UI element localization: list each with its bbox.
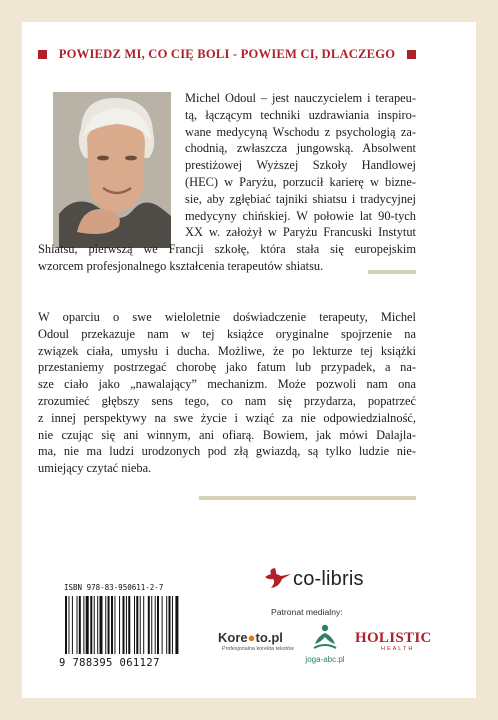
korekto-logo: [218, 630, 308, 660]
barcode-bar: [65, 596, 67, 654]
barcode-bar: [77, 596, 78, 654]
barcode-bar: [134, 596, 135, 654]
bio-line: Shiatsu, pierwszą we Francji szkołę, która stała się europejskim: [38, 242, 416, 257]
barcode-bar: [151, 596, 152, 654]
paragraph-line: umiejący czytać nieba.: [38, 461, 152, 476]
bio-line: sie, aby zgłębiać tajniki shiatsu i tradycyjnej: [185, 191, 416, 206]
korekto-name-end: to.pl: [255, 630, 283, 645]
bio-divider: [368, 270, 416, 274]
holistic-name: HOLISTIC: [355, 630, 432, 646]
header-square-right: [407, 50, 416, 59]
paragraph-line: W oparciu o swe wieloletnie doświadczenie terapeuty, Michel: [38, 310, 416, 324]
header-square-left: [38, 50, 47, 59]
barcode-bar: [79, 596, 81, 654]
publisher-name: co-libris: [293, 567, 364, 590]
barcode-bar: [162, 596, 163, 654]
paragraph-line: związek ciała, umysłu i ducha. Możliwe, że po lekturze tej książki: [38, 343, 416, 358]
barcode-bar: [72, 596, 73, 654]
bio-line: Michel Odoul – jest nauczycielem i terapeu-: [185, 91, 416, 105]
barcode-bar: [166, 596, 167, 654]
bio-line: tą, łączącym techniki uzdrawiania inspiro-: [185, 107, 416, 122]
lotus-icon: [310, 622, 340, 652]
barcode-bar: [128, 596, 130, 654]
barcode-digits: 9 788395 061127: [59, 657, 160, 669]
bio-line: chodnią, zwłaszcza jungowską. Absolwent: [185, 141, 416, 156]
paragraph-divider: [199, 496, 416, 500]
bio-line: medycyny chińskiej. W połowie lat 90-tych: [185, 208, 416, 223]
isbn-label: ISBN 978-83-950611-2-7: [64, 583, 164, 592]
barcode-bar: [108, 596, 110, 654]
paragraph-line: nie czując się ani winnym, ani ofiarą. Bowiem, jak mówi Dalajla-: [38, 427, 416, 442]
holistic-tagline: HEALTH: [381, 646, 415, 652]
paragraph-line: zrozumieć głębszy sens tego, co nam się przydarza, popatrzeć: [38, 393, 416, 408]
korekto-name: [218, 630, 308, 645]
paragraph-line: z innej perspektywy na swe życie i wziąć za nie odpowiedzialność,: [38, 410, 416, 425]
korekto-tagline: Profesjonalna korekta tekstów: [222, 646, 294, 652]
joga-name: joga-abc.pl: [305, 655, 345, 664]
barcode-bar: [143, 596, 144, 654]
barcode-bar: [90, 596, 92, 654]
holistic-logo: [355, 630, 432, 658]
publisher-logo: [263, 566, 413, 592]
barcode-bar: [97, 596, 98, 654]
barcode-bar: [114, 596, 115, 654]
barcode-bar: [119, 596, 120, 654]
paragraph-line: sze ciało jako „nawalający” mechanizm. Może pozwoli nam ona: [38, 377, 416, 392]
paragraph-line: Odoul przekazuje nam w tej książce oryginalne spojrzenie na: [38, 326, 416, 341]
bio-line: wane medycyną Wschodu z psychologią za-: [185, 124, 416, 139]
bio-line: prestiżowej Wyższej Szkoły Handlowej: [185, 158, 416, 173]
barcode-bar: [94, 596, 95, 654]
joga-logo: [300, 622, 350, 666]
barcode-bar: [68, 596, 69, 654]
barcode-bar: [105, 596, 106, 654]
barcode-bar: [83, 596, 84, 654]
korekto-name-start: Kore: [218, 630, 248, 645]
barcode-bar: [157, 596, 159, 654]
description-paragraph: [38, 309, 416, 477]
patronage-label: Patronat medialny:: [271, 607, 343, 617]
paragraph-line: ma, nie ma ludzi urodzonych pod złą gwiazdą, są tylko ludzie nie-: [38, 444, 416, 459]
barcode-bar: [148, 596, 150, 654]
barcode-bar: [175, 596, 178, 654]
paragraph-line: przestaniemy postrzegać chorobę jako fatum lub przypadek, a na-: [38, 360, 416, 375]
header-title: POWIEDZ MI, CO CIĘ BOLI - POWIEM CI, DLACZEGO: [58, 46, 396, 61]
bio-line: (HEC) w Paryżu, porzucił karierę w bizne-: [185, 174, 416, 189]
barcode-bar: [86, 596, 89, 654]
barcode-bar: [155, 596, 156, 654]
bio-line: XX w. założył w Paryżu Francuski Instytut: [185, 225, 416, 240]
barcode-bar: [169, 596, 171, 654]
korekto-o-icon: ●: [247, 630, 256, 645]
author-bio: [38, 90, 416, 275]
barcode-bar: [126, 596, 127, 654]
barcode-bar: [111, 596, 113, 654]
bio-line: wzorcem profesjonalnego kształcenia terapeutów shiatsu.: [38, 258, 324, 273]
hummingbird-icon: [263, 567, 293, 591]
barcode-bar: [136, 596, 138, 654]
cover-header: [38, 46, 416, 62]
barcode-bar: [100, 596, 103, 654]
barcode-bar: [172, 596, 173, 654]
barcode-bar: [123, 596, 125, 654]
barcode-bar: [140, 596, 141, 654]
